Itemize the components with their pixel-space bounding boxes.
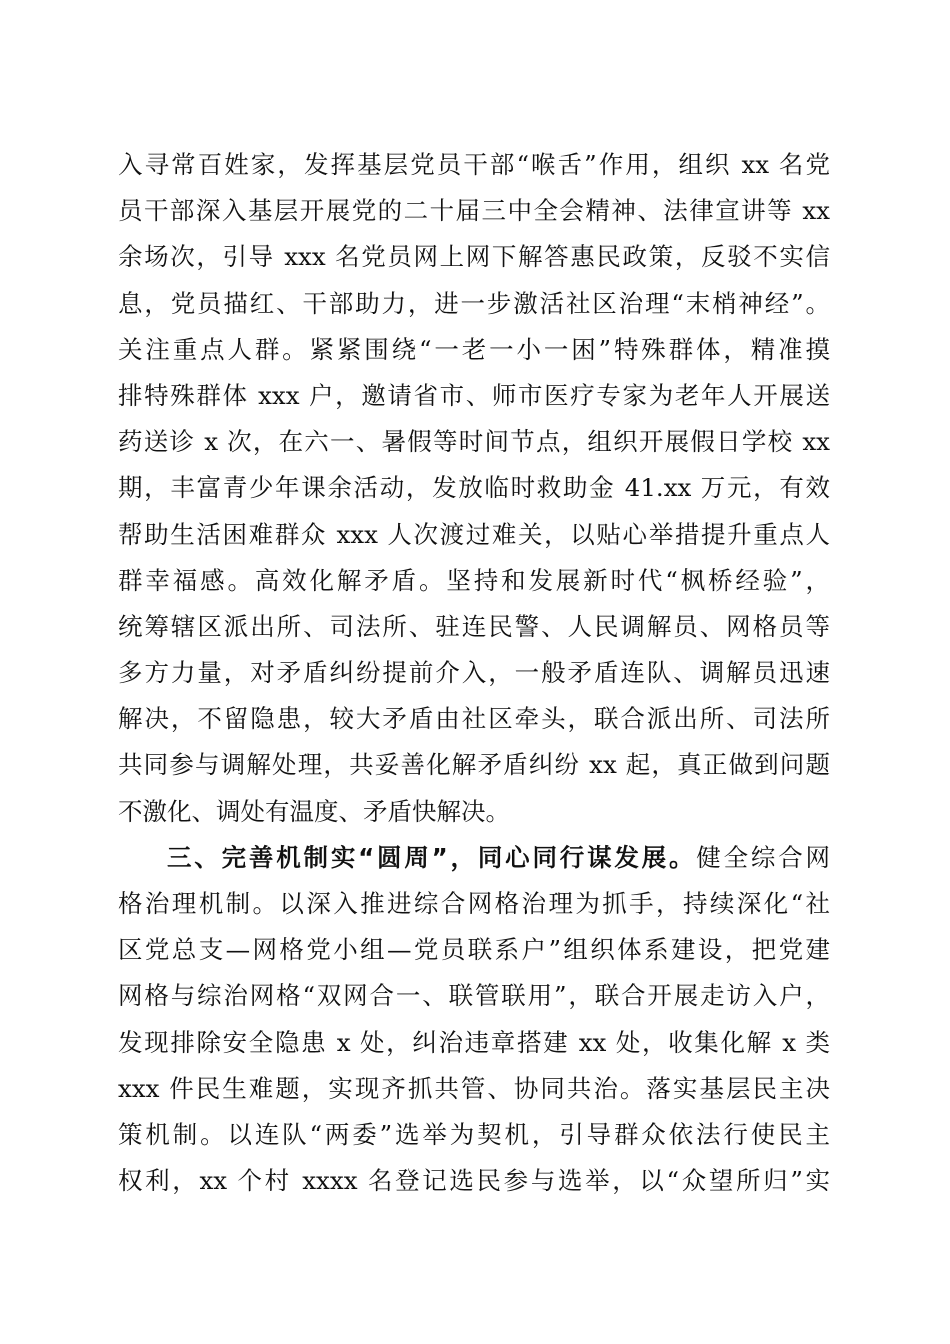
text-line: 药送诊 x 次，在六一、暑假等时间节点，组织开展假日学校 xx bbox=[118, 427, 830, 457]
text-line: 区党总支—网格党小组—党员联系户”组织体系建设，把党建 bbox=[118, 935, 830, 965]
text-line: 多方力量，对矛盾纠纷提前介入，一般矛盾连队、调解员迅速 bbox=[118, 658, 830, 688]
text-line bbox=[118, 835, 830, 881]
text-line: 格治理机制。以深入推进综合网格治理为抓手，持续深化“社 bbox=[118, 889, 830, 918]
text-line: 共同参与调解处理，共妥善化解矛盾纠纷 xx 起，真正做到问题 bbox=[118, 750, 830, 780]
text-line: 员干部深入基层开展党的二十届三中全会精神、法律宣讲等 xx bbox=[118, 196, 830, 226]
text-line: 关注重点人群。紧紧围绕“一老一小一困”特殊群体，精准摸 bbox=[118, 334, 830, 364]
text-line: 期，丰富青少年课余活动，发放临时救助金 41.xx 万元，有效 bbox=[118, 473, 830, 503]
body-text bbox=[118, 142, 830, 1204]
text-line: 策机制。以连队“两委”选举为契机，引导群众依法行使民主 bbox=[118, 1119, 830, 1149]
section-heading: 三、完善机制实“圆周”，同心同行谋发展。 bbox=[167, 842, 697, 872]
text-line: 解决，不留隐患，较大矛盾由社区牵头，联合派出所、司法所 bbox=[118, 704, 830, 734]
text-line: 入寻常百姓家，发挥基层党员干部“喉舌”作用，组织 xx 名党 bbox=[118, 150, 830, 179]
text-line: 网格与综治网格“双网合一、联管联用”，联合开展走访入户， bbox=[118, 981, 830, 1011]
text-line: 息，党员描红、干部助力，进一步激活社区治理“末梢神经”。 bbox=[118, 288, 830, 318]
text-line: 余场次，引导 xxx 名党员网上网下解答惠民政策，反驳不实信 bbox=[118, 242, 830, 272]
heading-line-rest: 健全综合网 bbox=[696, 842, 830, 872]
text-line: 统筹辖区派出所、司法所、驻连民警、人民调解员、网格员等 bbox=[118, 611, 830, 641]
text-line: 排特殊群体 xxx 户，邀请省市、师市医疗专家为老年人开展送 bbox=[118, 380, 830, 410]
text-line: 权利，xx 个村 xxxx 名登记选民参与选举，以“众望所归”实 bbox=[118, 1166, 830, 1196]
paragraph-2 bbox=[118, 835, 830, 1205]
text-line: 发现排除安全隐患 x 处，纠治违章搭建 xx 处，收集化解 x 类 bbox=[118, 1027, 830, 1057]
text-line: 帮助生活困难群众 xxx 人次渡过难关，以贴心举措提升重点人 bbox=[118, 519, 830, 549]
text-line: 不激化、调处有温度、矛盾快解决。 bbox=[118, 796, 510, 826]
text-line: xxx 件民生难题，实现齐抓共管、协同共治。落实基层民主决 bbox=[118, 1073, 830, 1103]
text-line: 群幸福感。高效化解矛盾。坚持和发展新时代“枫桥经验”， bbox=[118, 565, 830, 595]
paragraph-1 bbox=[118, 142, 830, 835]
